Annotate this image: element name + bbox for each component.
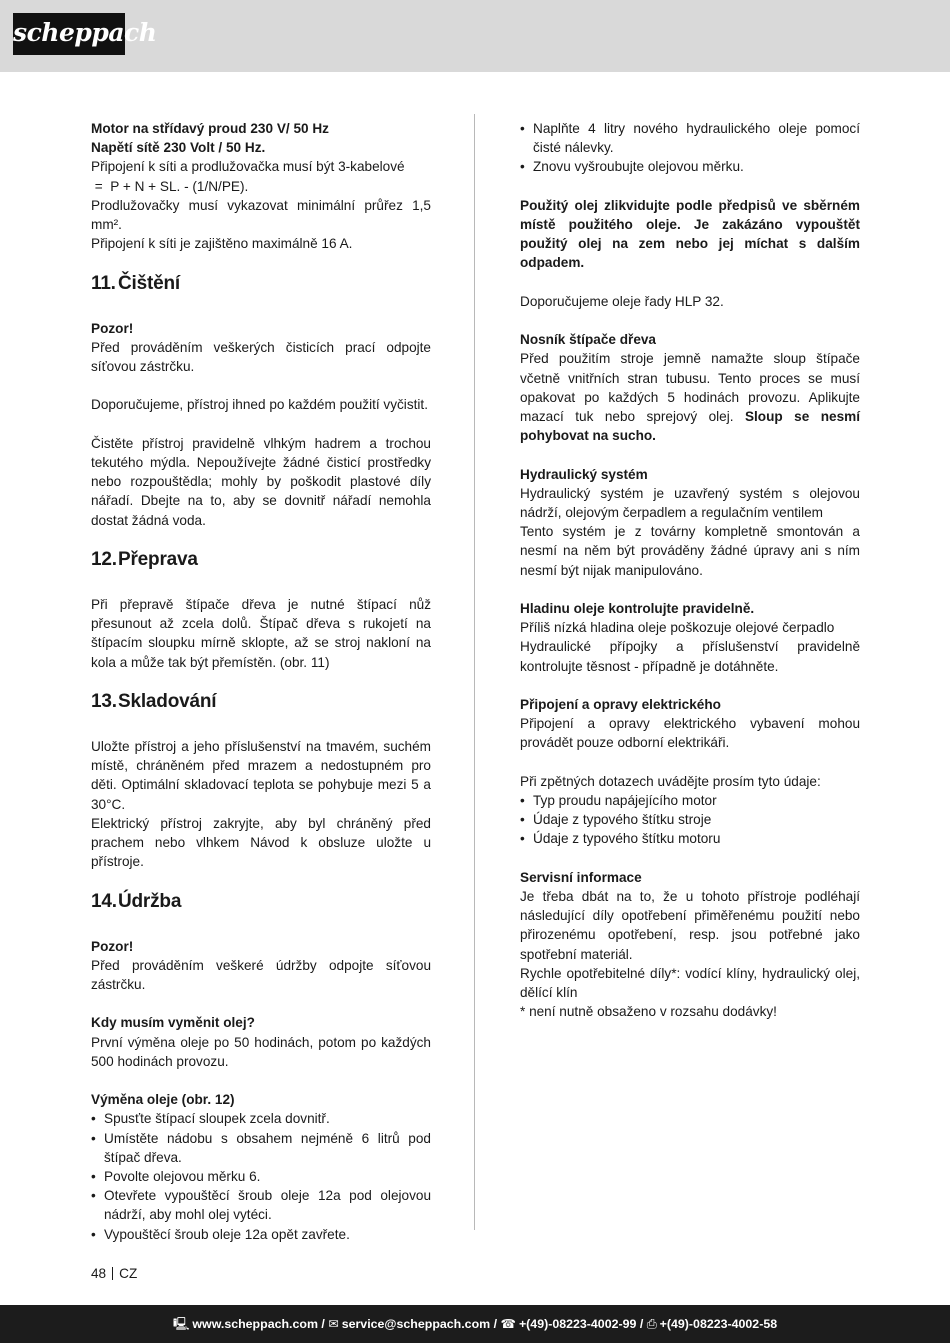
footer-phone: +(49)-08223-4002-99 / [518, 1317, 644, 1331]
hydraulic-block [520, 465, 860, 580]
page-number-value: 48 [91, 1266, 107, 1281]
oil-level-text: Hydraulické přípojky a příslušenství pravidelně kontrolujte těsnost - případně je dotáhněte. [520, 639, 860, 674]
caution-text: Před prováděním veškerých čisticích prací odpojte síťovou zástrčku. [91, 339, 431, 375]
caution-label: Pozor! [91, 320, 134, 336]
phone-icon: ☎ [500, 1317, 516, 1331]
list-item: • Umístěte nádobu s obsahem nejméně 6 litrů pod štípač dřeva. [91, 1129, 431, 1167]
hydraulic-text: Tento systém je z továrny kompletně smontován a nesmí na něm být prováděny žádné úpravy ani s ním nesmí být nijak manipulováno. [520, 524, 860, 578]
oil-change-block [91, 1090, 431, 1244]
motor-line: Připojení k síti je zajištěno maximálně 16 A. [91, 236, 353, 252]
subheading: Připojení a opravy elektrického [520, 697, 721, 712]
section-heading-transport [91, 549, 431, 571]
section-number: 13. [91, 691, 117, 712]
page-language: CZ [119, 1266, 138, 1281]
subheading: Hydraulický systém [520, 466, 648, 482]
page-number-separator [112, 1267, 113, 1280]
beam-text: Před použitím stroje jemně namažte sloup štípače včetně vnitřních stran tubusu. Tento proces se musí opakovat po každých 5 hodinách provozu. Aplikujte mazací tuk nebo sprejový olej. [520, 351, 860, 424]
caution-label: Pozor! [91, 938, 134, 954]
inquiries-intro: Při zpětných dotazech uvádějte prosím tyto údaje: [520, 773, 821, 789]
list-item: • Údaje z typového štítku motoru [520, 829, 860, 848]
footer-email[interactable]: service@scheppach.com / [341, 1317, 498, 1331]
service-text: Je třeba dbát na to, že u tohoto přístroje podléhají následující díly opotřebení přiměřenému použití nebo přirozenému opotřebení, resp. jsou potřebné jako spotřební materiál. [520, 889, 860, 962]
service-block [520, 868, 860, 1022]
section-number: 14. [91, 890, 117, 912]
list-item: • Povolte olejovou měrku 6. [91, 1167, 431, 1186]
maintenance-caution [91, 937, 431, 995]
oil-change-steps [91, 1109, 431, 1243]
section-title: Čištění [118, 272, 180, 294]
oil-change-steps-continued [520, 119, 860, 177]
electrical-block [520, 695, 860, 753]
fax-icon: ⎙ [646, 1317, 657, 1331]
motor-line: = P + N + SL. - (1/N/PE). [91, 178, 249, 194]
oil-change-interval: První výměna oleje po 50 hodinách, potom po každých 500 hodinách provozu. [91, 1034, 431, 1069]
storage-paragraph: Elektrický přístroj zakryjte, aby byl chráněný před prachem nebo vlhkem Návod k obsluze uložte u přístroje. [91, 815, 431, 870]
list-item: • Spusťte štípací sloupek zcela dovnitř. [91, 1109, 431, 1128]
subheading: Výměna oleje (obr. 12) [91, 1092, 235, 1108]
footer-contact-bar [0, 1305, 950, 1343]
oil-level-text: Příliš nízká hladina oleje poškozuje olejové čerpadlo [520, 620, 835, 636]
list-item: • Údaje z typového štítku stroje [520, 810, 860, 829]
subheading: Servisní informace [520, 869, 642, 885]
motor-title: Motor na střídavý proud 230 V/ 50 Hz [91, 121, 329, 136]
oil-disposal-notice: Použitý olej zlikvidujte podle předpisů ve sběrném místě použitého oleje. Je zakázáno vypouštět použitý olej na zem nebo jej míchat s dalším odpadem. [520, 197, 860, 271]
computer-icon: 🖳 [172, 1317, 190, 1331]
list-item: • Vypouštěcí šroub oleje 12a opět zavřete. [91, 1225, 431, 1244]
section-title: Skladování [118, 691, 217, 712]
left-column [91, 119, 431, 1244]
section-number: 11. [91, 272, 116, 294]
footer-fax: +(49)-08223-4002-58 [659, 1317, 778, 1331]
right-column [520, 119, 860, 1041]
oil-change-question [91, 1013, 431, 1071]
electrical-text: Připojení a opravy elektrického vybavení mohou provádět pouze odborní elektrikáři. [520, 716, 860, 751]
oil-recommendation: Doporučujeme oleje řady HLP 32. [520, 293, 724, 309]
caution-text: Před prováděním veškeré údržby odpojte síťovou zástrčku. [91, 957, 431, 993]
list-item: • Znovu vyšroubujte olejovou měrku. [520, 157, 860, 176]
email-icon: ✉ [328, 1317, 339, 1331]
section-heading-cleaning [91, 273, 431, 295]
cleaning-paragraph: Čistěte přístroj pravidelně vlhkým hadrem a trochou tekutého mýdla. Nepoužívejte žádné čisticí prostředky nebo rozpouštědla; mohly by poškodit plastové díly nářadí. Dbejte na to, aby se dovnitř nářadí nemohla dostat žádná voda. [91, 435, 431, 528]
mains-voltage-title: Napětí sítě 230 Volt / 50 Hz. [91, 140, 266, 156]
subheading: Nosník štípače dřeva [520, 332, 656, 348]
transport-paragraph: Při přepravě štípače dřeva je nutné štípací nůž přesunout až zcela dolů. Štípač dřeva s rukojetí na štípacím sloupku mírně sklopte, až se stroj nakloní na kola a může tak být přemístěn. (obr. 11) [91, 597, 431, 670]
section-title: Údržba [118, 890, 182, 912]
footer-website[interactable]: www.scheppach.com / [192, 1317, 325, 1331]
section-title: Přeprava [118, 549, 198, 570]
list-item: • Typ proudu napájejícího motor [520, 791, 860, 810]
section-heading-maintenance [91, 891, 431, 913]
service-footnote: * není nutně obsaženo v rozsahu dodávky! [520, 1004, 777, 1020]
header-band [0, 0, 950, 72]
brand-logo: scheppach [13, 13, 125, 55]
subheading: Kdy musím vyměnit olej? [91, 1015, 255, 1031]
column-divider [474, 114, 475, 1230]
section-heading-storage [91, 691, 431, 713]
service-text: Rychle opotřebitelné díly*: vodící klíny, hydraulický olej, dělící klín [520, 965, 860, 1001]
motor-line: Prodlužovačky musí vykazovat minimální průřez 1,5 mm². [91, 197, 431, 233]
beam-warning: Sloup se nesmí pohybovat na sucho. [520, 409, 860, 444]
inquiries-block [520, 772, 860, 849]
motor-block [91, 119, 431, 253]
subheading: Hladinu oleje kontrolujte pravidelně. [520, 601, 755, 616]
beam-block [520, 330, 860, 445]
storage-block [91, 737, 431, 871]
oil-level-block [520, 599, 860, 676]
cleaning-caution [91, 319, 431, 377]
motor-line: Připojení k síti a prodlužovačka musí být 3-kabelové [91, 159, 405, 175]
hydraulic-text: Hydraulický systém je uzavřený systém s olejovou nádrží, olejovým čerpadlem a regulačním ventilem [520, 485, 860, 520]
list-item: • Naplňte 4 litry nového hydraulického oleje pomocí čisté nálevky. [520, 119, 860, 157]
storage-paragraph: Uložte přístroj a jeho příslušenství na tmavém, suchém místě, chráněném před mrazem a nedostupném pro děti. Optimální skladovací teplota se pohybuje mezi 5 a 30°C. [91, 739, 431, 812]
cleaning-paragraph: Doporučujeme, přístroj ihned po každém použití vyčistit. [91, 397, 428, 413]
inquiries-list [520, 791, 860, 849]
list-item: • Otevřete vypouštěcí šroub oleje 12a pod olejovou nádrží, aby mohl olej vytéci. [91, 1186, 431, 1224]
section-number: 12. [91, 549, 117, 570]
page-number [91, 1265, 137, 1283]
